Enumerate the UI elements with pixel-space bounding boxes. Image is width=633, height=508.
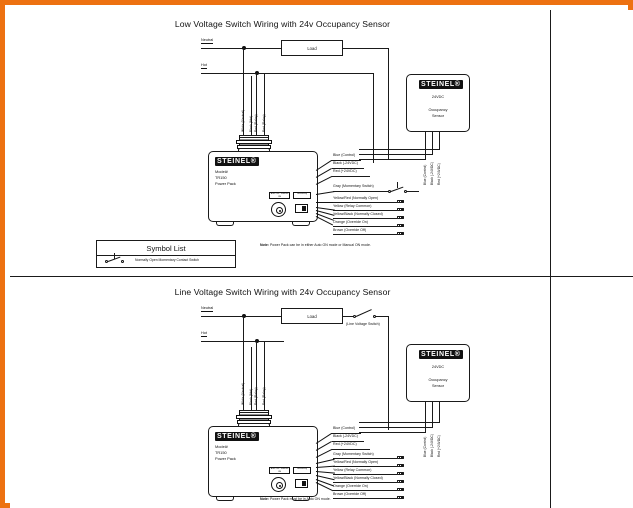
sensor-lead-label-3: Red (+24VDC)	[437, 163, 441, 185]
line-switch-blade[interactable]	[356, 309, 372, 317]
signal-lead-angle-4	[316, 191, 335, 195]
signal-wire-lug-2-4	[397, 456, 404, 459]
sensor-return-2-2	[359, 427, 433, 428]
signal-wire-label-5: Yellow/Red (Normally Open)	[333, 196, 379, 200]
sensor-brand-2	[419, 350, 463, 359]
momentary-switch-actuator	[397, 182, 398, 188]
power-pack-type: Power Pack	[215, 180, 236, 186]
hot-branch-wire	[255, 73, 373, 74]
power-pack-dial-2[interactable]	[271, 477, 286, 492]
signal-wire-lug-2-7	[397, 480, 404, 483]
power-pack-body	[208, 151, 318, 222]
conduit-wire-label-2-2: Black (Hot)	[249, 388, 253, 405]
sensor-brand-text: STEINEL	[421, 80, 455, 88]
signal-wire-label-3: Red (+24VDC)	[333, 169, 357, 173]
power-pack-model-number-2: TR150	[215, 449, 227, 455]
sensor-return-3	[359, 149, 440, 150]
signal-wire-label-2: Black (-24VDC)	[333, 161, 358, 165]
symbol-terminal-right	[121, 260, 124, 263]
load-return-riser	[388, 48, 389, 160]
sensor-lead-label-2-1: Blue (Control)	[423, 436, 427, 457]
signal-wire-2-9	[333, 498, 397, 499]
sensor-lead-label-2-3: Red (+24VDC)	[437, 435, 441, 457]
power-pack-foot-left	[216, 222, 234, 226]
signal-wire-2-6	[333, 474, 397, 475]
conduit-wire-label-2-1: White (Neutral)	[241, 382, 245, 405]
power-pack-dial[interactable]	[271, 202, 286, 217]
symbol-list-box	[96, 240, 236, 268]
signal-wire-label-2-9: Brown (Override Off)	[333, 492, 367, 496]
power-pack-brand-2	[215, 432, 259, 441]
power-pack-sensitivity-label: Sensitivity	[293, 192, 311, 199]
conduit-wire-label-3: Red (Relay)	[254, 114, 258, 132]
diagram-title-2: Line Voltage Switch Wiring with 24v Occupancy Sensor	[174, 287, 391, 297]
note-text-2: Power Pack must be in Auto ON mode.	[269, 497, 331, 501]
signal-wire-label-2-7: Yellow/Black (Normally Closed)	[333, 476, 383, 480]
power-pack-model-number: TR150	[215, 174, 227, 180]
power-pack-brand-text-2: STEINEL	[217, 432, 251, 440]
power-pack-type-2: Power Pack	[215, 455, 236, 461]
sensor-name-line1: Occupancy	[428, 108, 448, 112]
signal-wire-label-2-8: Orange (Override On)	[333, 484, 368, 488]
signal-wire-label-2-3: Red (+24VDC)	[333, 442, 357, 446]
note-prefix: Note:	[260, 243, 269, 247]
sensor-lead-2-2	[432, 402, 433, 427]
sensor-return-2-1	[359, 432, 426, 433]
signal-wire-lug-6	[397, 208, 404, 211]
power-pack-model-label: Model#	[215, 169, 228, 174]
sensor-name-line2: Sensor	[431, 114, 445, 118]
sensor-return-1	[359, 159, 426, 160]
sensor-lead-2-3	[439, 402, 440, 422]
signal-wire-2-8	[333, 490, 397, 491]
power-pack-toggle-switch-2[interactable]	[295, 479, 308, 488]
line-switch-out-wire	[376, 316, 388, 317]
signal-wire-9	[333, 234, 397, 235]
sensor-lead-label-2: Black (-24VDC)	[430, 162, 434, 185]
hot-label: Hot	[201, 64, 207, 69]
power-pack-brand-reg: ®	[250, 157, 257, 165]
power-pack-foot-left-2	[216, 497, 234, 501]
sensor-name-line2-2: Sensor	[431, 384, 445, 388]
neutral-label-2: Neutral	[201, 307, 213, 312]
load-box-2: Load	[281, 308, 343, 324]
symbol-list-row	[97, 254, 235, 267]
signal-lead-angle-3	[316, 176, 332, 185]
signal-wire-label-2-1: Blue (Control)	[333, 426, 356, 430]
diagram-line-voltage	[10, 277, 555, 508]
signal-wire-label-1: Blue (Control)	[333, 153, 356, 157]
signal-wire-6	[333, 210, 397, 211]
symbol-list-entry-label: Normally Open Momentary Contact Switch	[135, 258, 200, 262]
momentary-switch-out	[407, 191, 419, 192]
signal-wire-3	[332, 176, 370, 177]
drawing-sheet	[10, 10, 633, 508]
signal-wire-7	[333, 218, 397, 219]
power-pack-mode-label-2: Auto ON / Manual ON	[270, 468, 289, 473]
signal-wire-lug-5	[397, 200, 404, 203]
power-pack-toggle-switch[interactable]	[295, 204, 308, 213]
signal-wire-lug-2-5	[397, 464, 404, 467]
diagram-note-2	[260, 497, 331, 501]
signal-wire-label-8: Orange (Override On)	[333, 220, 368, 224]
power-pack-mode-label: Auto ON / Manual ON	[270, 193, 289, 198]
sensor-voltage: 24VDC	[431, 95, 445, 99]
conduit-wire-label-1: White (Neutral)	[241, 109, 245, 132]
diagram-low-voltage	[10, 10, 555, 276]
power-pack-sensitivity-label-2: Sensitivity	[293, 467, 311, 474]
power-pack-brand-reg-2: ®	[250, 432, 257, 440]
sensor-return-2	[359, 154, 433, 155]
diagram-title: Low Voltage Switch Wiring with 24v Occupancy Sensor	[174, 19, 391, 29]
neutral-wire	[201, 48, 281, 49]
signal-wire-lug-2-8	[397, 488, 404, 491]
signal-wire-label-6: Yellow (Relay Common)	[333, 204, 372, 208]
conduit-wire-label-4: Red (Relay)	[262, 114, 266, 132]
symbol-list-title: Symbol List	[97, 241, 235, 256]
signal-wire-2-7	[333, 482, 397, 483]
sensor-voltage-2: 24VDC	[431, 365, 445, 369]
signal-wire-label-2-2: Black (-24VDC)	[333, 434, 358, 438]
signal-wire-lug-9	[397, 232, 404, 235]
signal-lead-angle-2-3	[316, 449, 332, 458]
sensor-brand-text-2: STEINEL	[421, 350, 455, 358]
sensor-lead-label-2-2: Black (-24VDC)	[430, 434, 434, 457]
neutral-wire-2	[201, 316, 281, 317]
note-text: Power Pack can be in either Auto ON mode or Manual ON mode.	[269, 243, 371, 247]
signal-wire-label-2-6: Yellow (Relay Common)	[333, 468, 372, 472]
power-pack-foot-right	[292, 222, 310, 226]
signal-wire-8	[333, 226, 397, 227]
signal-wire-2-3	[332, 449, 370, 450]
diagram-note	[260, 243, 371, 247]
neutral-label: Neutral	[201, 39, 213, 44]
hot-label-2: Hot	[201, 332, 207, 337]
load-box: Load	[281, 40, 343, 56]
signal-wire-label-2-5: Yellow/Red (Normally Open)	[333, 460, 379, 464]
sensor-return-2-3	[359, 422, 440, 423]
signal-wire-lug-2-6	[397, 472, 404, 475]
signal-wire-label-4: Gray (Momentary Switch)	[333, 184, 374, 188]
signal-wire-label-9: Brown (Override Off)	[333, 228, 367, 232]
signal-wire-lug-2-9	[397, 496, 404, 499]
power-pack-brand-text: STEINEL	[217, 157, 251, 165]
signal-wire-2-4	[333, 458, 397, 459]
signal-wire-5	[333, 202, 397, 203]
occupancy-sensor-body-2	[406, 344, 470, 402]
sensor-brand	[419, 80, 463, 89]
sensor-brand-reg-2: ®	[454, 350, 461, 358]
conduit-locknut-1	[236, 140, 272, 144]
signal-wire-lug-8	[397, 224, 404, 227]
conduit-wire-label-2-3: Red (Relay)	[254, 387, 258, 405]
occupancy-sensor-body	[406, 74, 470, 132]
conduit-locknut-2-1	[236, 415, 272, 419]
sensor-lead-3	[439, 132, 440, 149]
signal-wire-2-5	[333, 466, 397, 467]
sensor-brand-reg: ®	[454, 80, 461, 88]
sensor-lead-2	[432, 132, 433, 154]
signal-wire-lug-7	[397, 216, 404, 219]
conduit-wire-label-2: Black (Hot)	[249, 115, 253, 132]
signal-wire-label-2-4: Gray (Momentary Switch)	[333, 452, 374, 456]
sensor-lead-label-1: Blue (Control)	[423, 164, 427, 185]
signal-lead-angle-2-4	[316, 459, 335, 464]
conduit-wire-label-2-4: Red (Relay)	[262, 387, 266, 405]
signal-wire-label-7: Yellow/Black (Normally Closed)	[333, 212, 383, 216]
power-pack-model-label-2: Model#	[215, 444, 228, 449]
power-pack-brand	[215, 157, 259, 166]
power-pack-body-2	[208, 426, 318, 497]
load-return-riser-2	[388, 316, 389, 430]
sensor-name-line1-2: Occupancy	[428, 378, 448, 382]
symbol-actuator	[114, 253, 115, 259]
load-out-wire-2	[343, 316, 353, 317]
note-prefix-2: Note:	[260, 497, 269, 501]
signal-wire-4	[333, 191, 388, 192]
load-out-wire	[343, 48, 388, 49]
line-switch-label: (Line Voltage Switch)	[346, 322, 380, 326]
